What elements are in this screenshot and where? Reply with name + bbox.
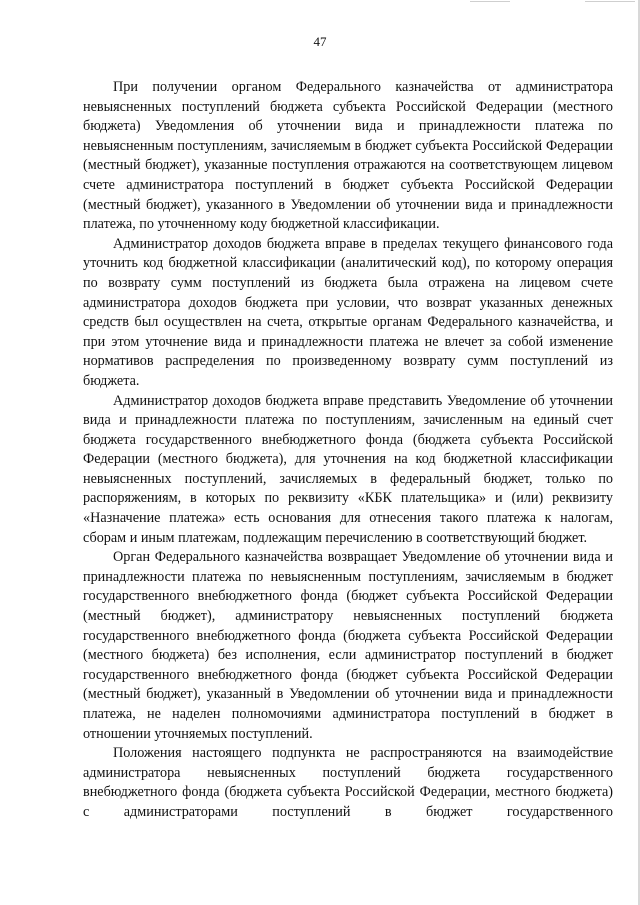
paragraph-4: Орган Федерального казначейства возвращает Уведомление об уточнении вида и принадлежности платежа по невыясненным поступлениям, зачисляемым в бюджет государственного внебюджетного фонда (бюджет субъекта Российской Федерации (местный бюджет), администратору невыясненных поступлений бюджета государственного внебюджетного фонда (бюджета субъекта Российской Федерации (местного бюджета) без исполнения, если администратор поступлений в бюджет государственного внебюджетного фонда (бюджет субъекта Российской Федерации (местный бюджет), указанный в Уведомлении об уточнении вида и принадлежности платежа, не наделен полномочиями администратора поступлений в бюджет в отношении уточняемых поступлений. [83, 549, 613, 742]
paragraph-3: Администратор доходов бюджета вправе представить Уведомление об уточнении вида и принадлежности платежа по поступлениям, зачисленным на единый счет бюджета государственного внебюджетного фонда (бюджета субъекта Российской Федерации (местного бюджета), для уточнения на код бюджетной классификации невыясненных поступлений, зачисляемых в федеральный бюджет, только по распоряжениям, в которых по реквизиту «КБК плательщика» и (или) реквизиту «Назначение платежа» есть основания для отнесения такого платежа к налогам, сборам и иным платежам, подлежащим перечислению в соответствующий бюджет. [83, 392, 613, 546]
scan-artifact [470, 1, 510, 2]
scan-artifact [585, 1, 635, 2]
paragraph-2: Администратор доходов бюджета вправе в пределах текущего финансового года уточнить код бюджетной классификации (аналитический код), по которому операция по возврату сумм поступлений из бюджета была отражена на лицевом счете администратора доходов бюджета при условии, что возврат указанных денежных средств был осуществлен на счета, открытые органам Федерального казначейства, и при этом уточнение вида и принадлежности платежа не влечет за собой изменение нормативов распределения по произведенному возврату сумм поступлений из бюджета. [83, 235, 613, 389]
paragraph-5: Положения настоящего подпункта не распространяются на взаимодействие администратора невыясненных поступлений бюджета государственного внебюджетного фонда (бюджета субъекта Российской Федерации, местного бюджета) с администраторами поступлений в бюджет государственного [83, 745, 613, 820]
page-number: 47 [313, 34, 327, 49]
paragraph-1: При получении органом Федерального казначейства от администратора невыясненных поступлений бюджета субъекта Российской Федерации (местного бюджета) Уведомления об уточнении вида и принадлежности платежа по невыясненным поступлениям, зачисляемым в бюджет субъекта Российской Федерации (местный бюджет), указанные поступления отражаются на соответствующем лицевом счете администратора поступлений в бюджет субъекта Российской Федерации (местный бюджет), указанного в Уведомлении об уточнении вида и принадлежности платежа, по уточненному коду бюджетной классификации. [83, 79, 613, 233]
body-text [83, 78, 613, 823]
